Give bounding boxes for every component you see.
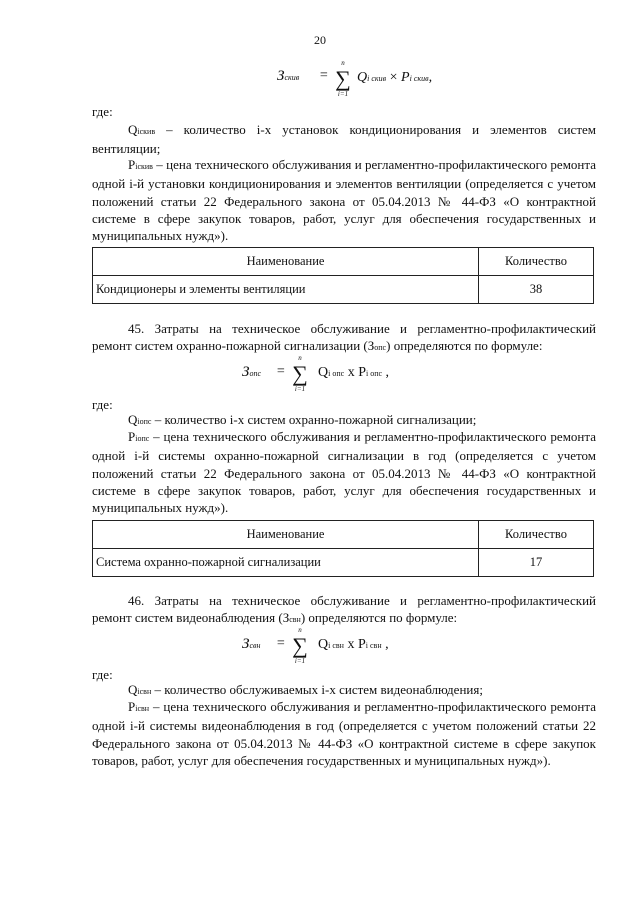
formula-q-sub: i опс: [328, 369, 345, 378]
paragraph-46-intro: [92, 592, 596, 629]
formula-rhs: [318, 637, 389, 653]
def-text: – количество i-х систем охранно-пожарной сигнализации;: [151, 412, 477, 427]
definition-p-ventilation: [92, 156, 596, 244]
cell-name: Система охранно-пожарной сигнализации: [93, 549, 479, 577]
def-symbol-sub: iопс: [135, 434, 150, 443]
formula-p: P: [357, 637, 366, 652]
def-symbol: Q: [128, 122, 138, 137]
def-symbol-sub: iсвн: [135, 704, 150, 713]
formula-p-sub: i скив: [409, 74, 429, 83]
formula-times: x: [347, 365, 355, 380]
table-row: [93, 276, 594, 304]
formula-p: P: [358, 365, 366, 380]
sum-upper: n: [298, 354, 302, 362]
def-symbol-sub: iсвн: [137, 687, 152, 696]
intro-sub: опс: [374, 343, 387, 353]
header-quantity: Количество: [479, 521, 594, 549]
header-quantity: Количество: [479, 248, 594, 276]
sum-lower: i=1: [337, 90, 349, 98]
table-header-row: [93, 248, 594, 276]
formula-lhs: З: [242, 364, 250, 380]
def-symbol: P: [128, 699, 136, 714]
def-symbol-sub: iскив: [137, 127, 156, 136]
sum-upper: n: [341, 59, 345, 67]
sum-lower: i=1: [294, 657, 306, 665]
intro-tail: ) определяются по формуле:: [300, 610, 458, 626]
table-row: [93, 549, 594, 577]
sum-symbol: n ∑ i=1: [332, 68, 354, 91]
formula-lhs: З: [277, 68, 285, 84]
formula-p-sub: i свн: [365, 641, 382, 650]
intro-sub: свн: [289, 615, 301, 625]
definition-q-ventilation: [92, 121, 596, 158]
formula-tail: ,: [428, 70, 433, 85]
cell-name: Кондиционеры и элементы вентиляции: [93, 276, 479, 304]
formula-tail: ,: [385, 637, 389, 652]
formula-eq: =: [276, 364, 286, 379]
def-symbol-sub: iскив: [135, 162, 153, 171]
formula-p-sub: i опс: [365, 369, 383, 378]
def-text: – цена технического обслуживания и регламентно-профилактического ремонта одной i-й системы охранно-пожарной сигнализации в год (определяется с учетом положений статьи 22 Федерального закона от 05.04.2013 № 44-ФЗ «О контрактной системе в сфере закупок товаров, работ, услуг для обеспечения государственных и муниципальных нужд»).: [92, 429, 596, 516]
header-name: Наименование: [93, 248, 479, 276]
table-header-row: [93, 521, 594, 549]
sum-lower: i=1: [294, 385, 306, 393]
cell-quantity: 17: [479, 549, 594, 577]
intro-tail: ) определяются по формуле:: [386, 338, 543, 354]
def-text: – количество обслуживаемых i-х систем видеонаблюдения;: [151, 682, 483, 697]
table-ventilation: [92, 247, 594, 304]
sum-symbol: n ∑ i=1: [289, 635, 311, 658]
definition-p-video: [92, 698, 596, 769]
where-label: где:: [92, 104, 113, 119]
cell-quantity: 38: [479, 276, 594, 304]
formula-eq: =: [319, 68, 329, 83]
formula-q-sub: i свн: [328, 641, 344, 650]
def-text: – количество i-х установок кондиционирования и элементов систем вентиляции;: [92, 122, 596, 157]
def-text: – цена технического обслуживания и регламентно-профилактического ремонта одной i-й системы видеонаблюдения в год (определяется с учетом положений статьи 22 Федерального закона от 05.04.2013 № 44-ФЗ «О контрактной системе в сфере закупок товаров, работ, услуг для обеспечения государственных и муниципальных нужд»).: [92, 699, 596, 768]
header-name: Наименование: [93, 521, 479, 549]
def-symbol: P: [128, 429, 136, 444]
formula-eq: =: [276, 636, 286, 651]
formula-lhs-sub: скив: [284, 73, 300, 82]
formula-p: P: [401, 70, 410, 85]
definition-p-fire-alarm: [92, 428, 596, 516]
def-symbol-sub: iопс: [137, 417, 152, 426]
def-symbol: Q: [128, 412, 138, 427]
sum-upper: n: [298, 626, 302, 634]
def-symbol: Q: [128, 682, 138, 697]
formula-rhs: [318, 365, 389, 381]
formula-ventilation: [277, 68, 299, 85]
formula-times: ×: [389, 70, 398, 85]
formula-q: Q: [318, 365, 329, 380]
formula-times: x: [347, 637, 355, 652]
formula-q: Q: [357, 70, 368, 85]
def-text: – цена технического обслуживания и регламентно-профилактического ремонта одной i-й установки кондиционирования и элементов вентиляции (определяется с учетом положений статьи 22 Федерального закона от 05.04.2013 № 44-ФЗ «О контрактной системе в сфере закупок товаров, работ, услуг для обеспечения государственных и муниципальных нужд»).: [92, 157, 596, 244]
formula-video: [242, 636, 260, 653]
table-fire-alarm: [92, 520, 594, 577]
page-number: 20: [314, 33, 326, 47]
intro-text: 45. Затраты на техническое обслуживание и регламентно-профилактический ремонт систем охранно-пожарной сигнализации (З: [92, 321, 596, 354]
formula-fire-alarm: [242, 364, 261, 381]
formula-tail: ,: [385, 365, 390, 380]
formula-q: Q: [318, 637, 329, 652]
sum-symbol: n ∑ i=1: [289, 363, 311, 386]
formula-lhs-sub: опс: [249, 369, 261, 378]
paragraph-45-intro: [92, 320, 596, 357]
where-label: где:: [92, 397, 113, 412]
formula-rhs: [357, 70, 432, 86]
intro-text: 46. Затраты на техническое обслуживание и регламентно-профилактический ремонт систем видеонаблюдения (З: [92, 593, 596, 626]
formula-lhs: З: [242, 636, 250, 652]
formula-lhs-sub: свн: [249, 641, 261, 650]
formula-q-sub: i скив: [367, 74, 387, 83]
def-symbol: P: [128, 157, 136, 172]
where-label: где:: [92, 667, 113, 682]
